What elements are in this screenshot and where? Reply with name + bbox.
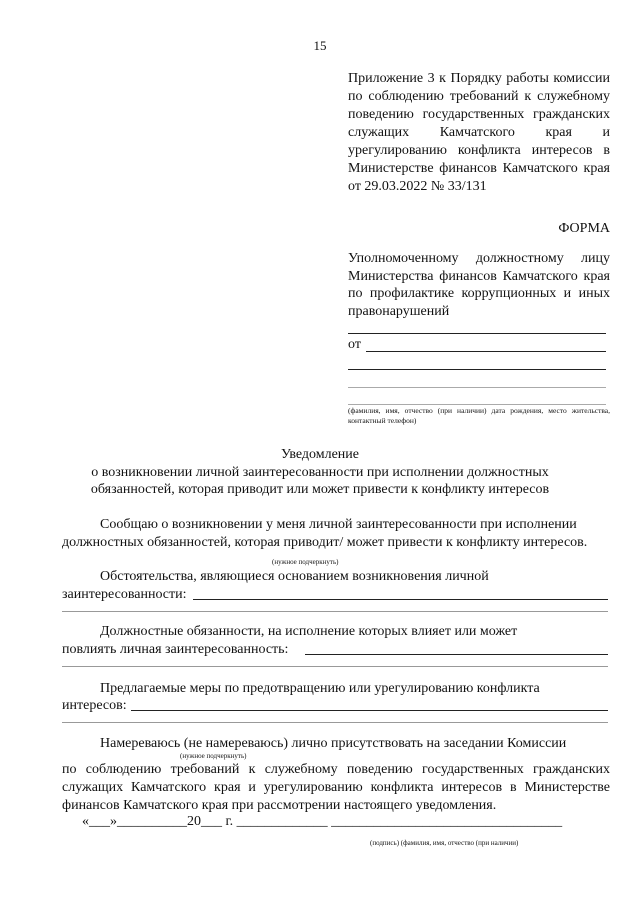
full-name-field[interactable]: _________________________________	[331, 814, 563, 829]
signature-field[interactable]: _____________	[236, 814, 328, 829]
signature-caption: (подпись) (фамилия, имя, отчество (при наличии)	[370, 839, 519, 847]
duties-input-line[interactable]	[305, 654, 608, 655]
from-label: от	[348, 337, 361, 352]
form-label: ФОРМА	[558, 221, 610, 236]
date-month-field[interactable]: __________	[117, 814, 187, 829]
measures-input-line[interactable]	[131, 710, 608, 711]
paragraph-2-line-1: Обстоятельства, являющиеся основанием возникновения личной	[100, 569, 489, 584]
paragraph-4-line-1: Предлагаемые меры по предотвращению или урегулированию конфликта	[100, 681, 540, 696]
sig-quote-open: «	[82, 814, 89, 829]
sig-year-suffix: г.	[222, 814, 234, 829]
circumstances-extra-line[interactable]	[62, 611, 608, 612]
paragraph-3-line-1: Должностные обязанности, на исполнение которых влияет или может	[100, 624, 518, 639]
applicant-line-4[interactable]	[348, 387, 606, 388]
date-day-field[interactable]: ___	[89, 814, 110, 829]
signature-row	[82, 814, 562, 830]
notification-title-block	[40, 446, 600, 499]
sig-quote-close: »	[110, 814, 117, 829]
applicant-line-from[interactable]	[366, 351, 606, 352]
sig-year-prefix: 20	[187, 814, 201, 829]
paragraph-2-line-2: заинтересованности:	[62, 587, 187, 602]
applicant-line-3[interactable]	[348, 369, 606, 370]
notification-title: Уведомление	[280, 447, 359, 462]
applicant-line-5[interactable]	[348, 404, 606, 405]
paragraph-4-line-2: интересов:	[62, 698, 127, 713]
circumstances-input-line[interactable]	[193, 599, 608, 600]
applicant-line-1[interactable]	[348, 333, 606, 334]
page-number: 15	[313, 38, 327, 53]
date-year-field[interactable]: ___	[201, 814, 222, 829]
addressee-block: Уполномоченному должностному лицу Министерства финансов Камчатского края по профилактике коррупционных и иных правонарушений	[348, 251, 610, 319]
notification-subtitle-line-1: о возникновении личной заинтересованности при исполнении должностных	[91, 464, 549, 480]
paragraph-1: Сообщаю о возникновении у меня личной заинтересованности при исполнении должностных обязанностей, которая приводит/ может привести к конфликту интересов.	[62, 517, 588, 550]
measures-extra-line[interactable]	[62, 722, 608, 723]
hint-underline-2: (нужное подчеркнуть)	[180, 752, 247, 760]
paragraph-5-rest: по соблюдению требований к служебному поведению государственных гражданских служащих Камчатского края и урегулированию конфликта интересов в Министерстве финансов Камчатского края при рассмотрении настоящего уведомления.	[62, 762, 610, 813]
paragraph-5-line-1: Намереваюсь (не намереваюсь) лично присутствовать на заседании Комиссии	[100, 736, 567, 751]
appendix-reference: Приложение 3 к Порядку работы комиссии по соблюдению требований к служебному поведению государственных гражданских служащих Камчатского края и урегулированию конфликта интересов в Министерстве финансов Камчатского края от 29.03.2022 № 33/131	[348, 71, 610, 194]
applicant-hint: (фамилия, имя, отчество (при наличии) дата рождения, место жительства, контактный телефон)	[348, 406, 610, 425]
notification-subtitle-line-2: обязанностей, которая приводит или может привести к конфликту интересов	[90, 482, 550, 497]
hint-underline: (нужное подчеркнуть)	[272, 558, 339, 566]
duties-extra-line[interactable]	[62, 666, 608, 667]
paragraph-3-line-2: повлиять личная заинтересованность:	[62, 642, 289, 657]
